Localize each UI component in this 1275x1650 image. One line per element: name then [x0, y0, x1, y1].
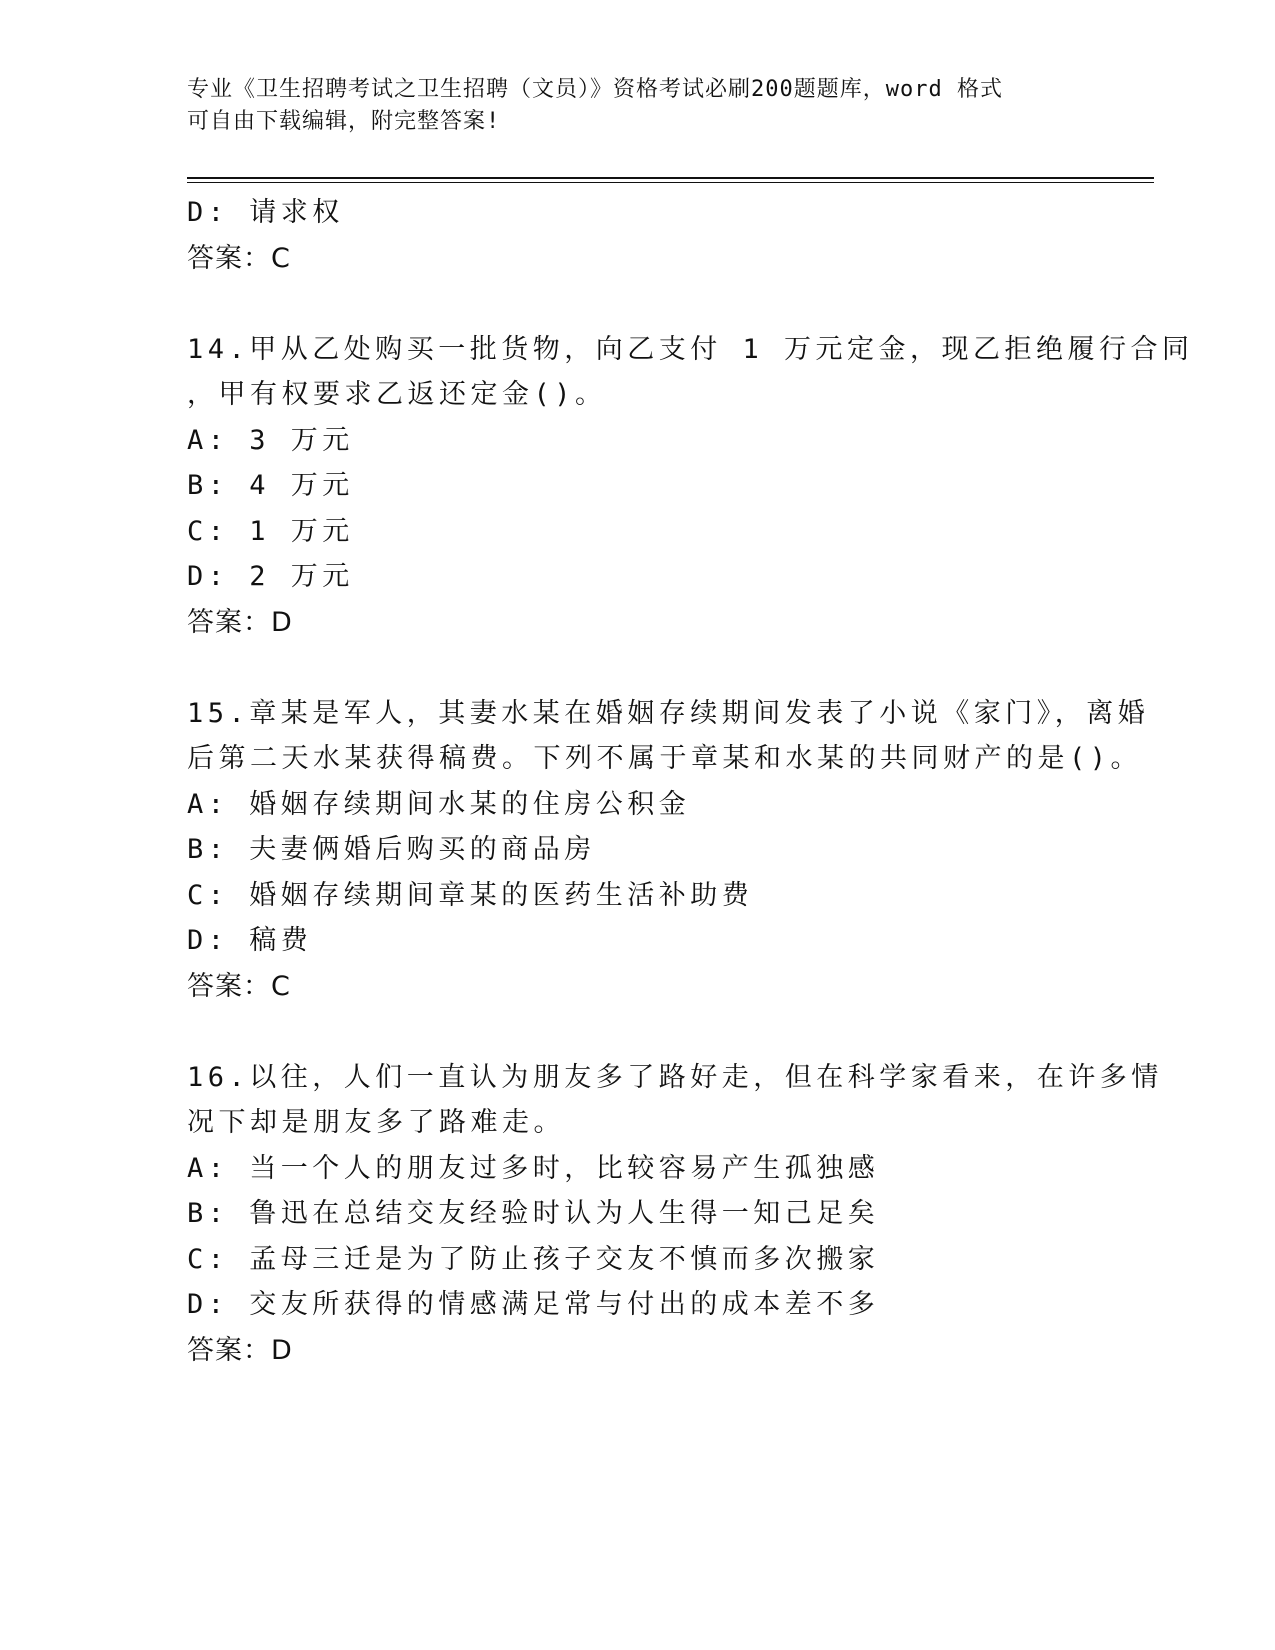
answer-line: 答案：D: [187, 606, 293, 638]
question-15: [187, 691, 1150, 1010]
question-stem-line-1: 14.甲从乙处购买一批货物，向乙支付 1 万元定金，现乙拒绝履行合同: [187, 333, 1194, 365]
answer-line: 答案：C: [187, 242, 291, 274]
option-d: D: 请求权: [187, 197, 344, 228]
question-content: [187, 190, 1194, 1373]
option-c: C: 婚姻存续期间章某的医药生活补助费: [187, 879, 754, 911]
option-b: B: 4 万元: [187, 470, 354, 501]
question-stem-line-1: 15.章某是军人，其妻水某在婚姻存续期间发表了小说《家门》，离婚: [187, 697, 1150, 729]
option-d: D: 2 万元: [187, 561, 354, 592]
header-title-line-2: 可自由下载编辑，附完整答案!: [187, 109, 501, 134]
option-a: A: 当一个人的朋友过多时，比较容易产生孤独感: [187, 1152, 880, 1184]
option-a: A: 3 万元: [187, 424, 354, 456]
spacer: [187, 281, 1087, 327]
question-16: [187, 1055, 1163, 1374]
option-c: C: 孟母三迁是为了防止孩子交友不慎而多次搬家: [187, 1243, 880, 1275]
question-stem-line-2: 后第二天水某获得稿费。下列不属于章某和水某的共同财产的是()。: [187, 743, 1143, 774]
header-divider-thick: [187, 177, 1154, 179]
document-header: [187, 74, 1067, 138]
answer-line: 答案：C: [187, 970, 291, 1002]
spacer: [187, 645, 1087, 691]
option-d: D: 交友所获得的情感满足常与付出的成本差不多: [187, 1289, 880, 1320]
option-c: C: 1 万元: [187, 515, 354, 547]
header-title-line-1: 专业《卫生招聘考试之卫生招聘（文员）》资格考试必刷200题题库，word 格式: [187, 77, 1003, 102]
option-a: A: 婚姻存续期间水某的住房公积金: [187, 788, 691, 820]
question-14: [187, 327, 1194, 646]
option-d: D: 稿费: [187, 925, 313, 956]
header-divider-thin: [187, 182, 1154, 183]
spacer: [187, 1009, 1087, 1055]
question-stem-line-2: ，甲有权要求乙返还定金()。: [187, 379, 607, 410]
option-b: B: 鲁迅在总结交友经验时认为人生得一知己足矣: [187, 1198, 880, 1229]
question-stem-line-2: 况下却是朋友多了路难走。: [187, 1107, 565, 1138]
answer-line: 答案：D: [187, 1334, 293, 1366]
option-b: B: 夫妻俩婚后购买的商品房: [187, 834, 596, 865]
previous-question-tail: [187, 190, 1087, 281]
question-stem-line-1: 16.以往，人们一直认为朋友多了路好走，但在科学家看来，在许多情: [187, 1061, 1163, 1093]
